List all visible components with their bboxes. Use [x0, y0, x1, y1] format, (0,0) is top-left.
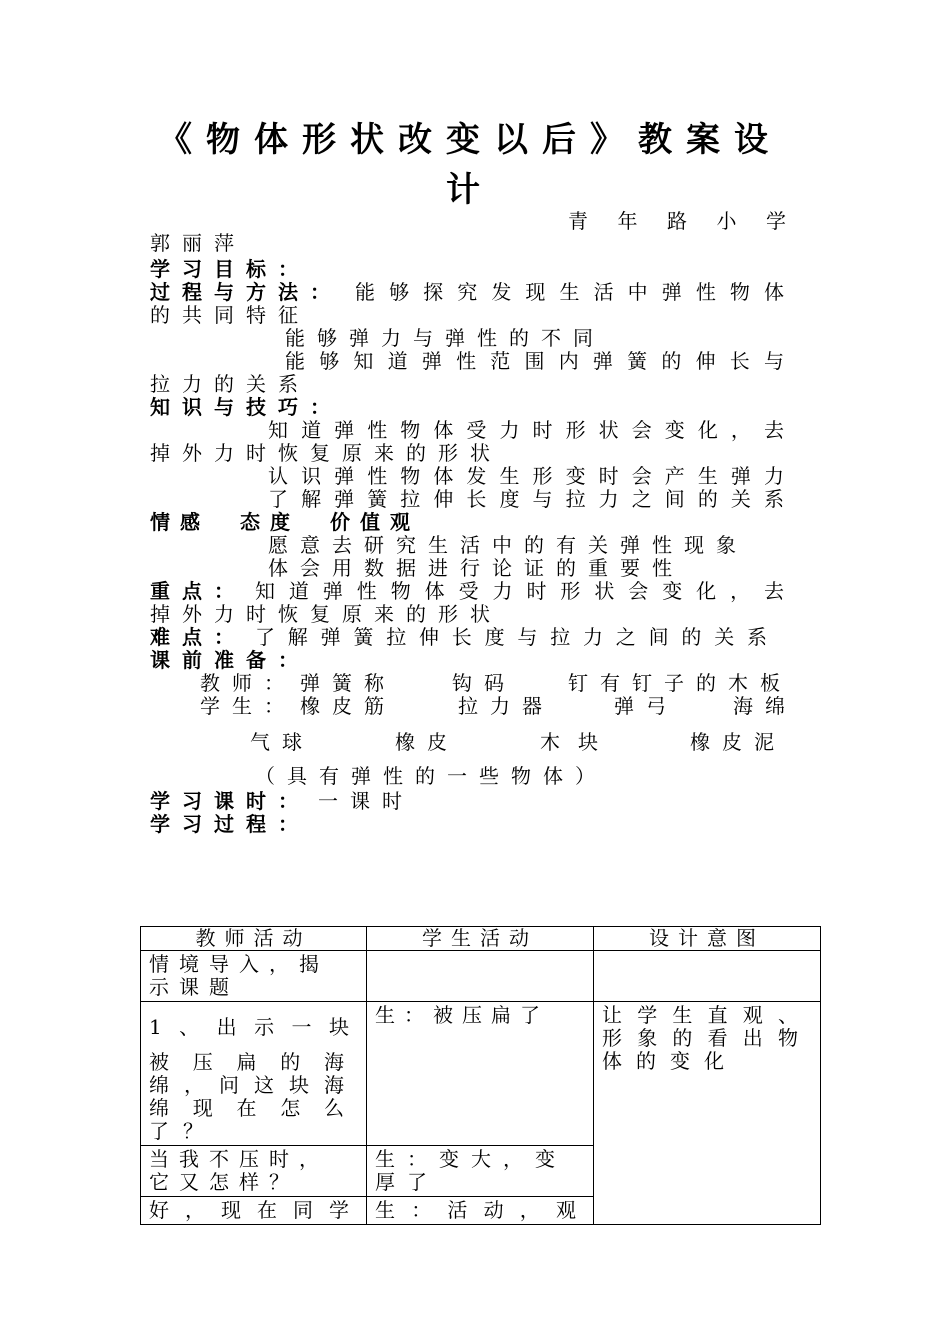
process-method-label: 过程与方法：: [150, 280, 342, 304]
table-row: [141, 1002, 821, 1146]
class-time-label: 学习课时：: [150, 789, 310, 813]
cell-teacher-line: 1、出示一块: [149, 1015, 358, 1039]
cell-teacher: 好，现在同学: [141, 1197, 367, 1225]
cell-intent: 让学生直观、形象的看出物体的变化: [594, 1002, 821, 1225]
cell-teacher: 当我不压时，它又怎样？: [141, 1146, 367, 1197]
process-method-text: 能够探究发现生活中弹性物体: [355, 280, 790, 304]
prep-teacher-item: 钩码: [452, 671, 516, 695]
prep-student-label: 学生：: [200, 694, 296, 718]
header-student-activity: 学生活动: [367, 927, 594, 951]
key-point-cont: 掉外力时恢复原来的形状: [150, 602, 502, 626]
process-method-3-cont: 拉力的关系: [150, 372, 310, 396]
prep-teacher-item: 钉有钉子的木板: [568, 671, 792, 695]
process-method-2: 能够弹力与弹性的不同: [285, 326, 605, 350]
knowledge-2: 认识弹性物体发生形变时会产生弹力: [268, 464, 790, 488]
hard-point-text: 了解弹簧拉伸长度与拉力之间的关系: [255, 625, 773, 649]
class-time-value: 一课时: [318, 789, 414, 813]
cell-intent: [594, 951, 821, 1002]
learning-process-label: 学习过程：: [150, 812, 310, 836]
prep-student-item: 海绵: [733, 694, 797, 718]
cell-student: 生：变大，变厚了: [367, 1146, 594, 1197]
prep-heading: 课前准备：: [150, 648, 310, 672]
school-name: 青 年 路 小 学: [568, 209, 790, 233]
knowledge-3: 了解弹簧拉伸长度与拉力之间的关系: [268, 487, 790, 511]
lesson-plan-table: [140, 926, 821, 1225]
prep-teacher-item: 弹簧称: [300, 671, 396, 695]
prep-more-item: 橡皮: [395, 730, 459, 754]
hard-point-label: 难点：: [150, 625, 246, 649]
cell-student: [367, 951, 594, 1002]
key-point-text: 知道弹性物体受力时形状会变化，去: [255, 579, 790, 603]
doc-title-line2: 计: [446, 170, 494, 210]
knowledge-1: 知道弹性物体受力时形状会变化，去: [268, 418, 790, 442]
author-name: 郭丽萍: [150, 231, 246, 255]
table-row: [141, 951, 821, 1002]
prep-note: （具有弹性的一些物体）: [255, 764, 607, 788]
process-method-cont: 的共同特征: [150, 303, 310, 327]
emotion-2: 体会用数据进行论证的重要性: [268, 556, 684, 580]
knowledge-1-cont: 掉外力时恢复原来的形状: [150, 441, 502, 465]
prep-more-item: 木块: [540, 730, 616, 754]
prep-student-item: 拉力器: [458, 694, 554, 718]
objectives-heading: 学习目标：: [150, 257, 310, 281]
prep-teacher-label: 教师：: [200, 671, 296, 695]
knowledge-label: 知识与技巧：: [150, 395, 342, 419]
prep-student-item: 弹弓: [614, 694, 678, 718]
emotion-label: 情感 态度 价值观: [150, 510, 420, 534]
cell-teacher: [141, 1002, 367, 1146]
table-header-row: [141, 927, 821, 951]
cell-teacher-line: 被压扁的海绵，问这块海绵现在怎么了？: [149, 1050, 358, 1143]
emotion-1: 愿意去研究生活中的有关弹性现象: [268, 533, 748, 557]
prep-more-item: 橡皮泥: [690, 730, 786, 754]
prep-student-item: 橡皮筋: [300, 694, 396, 718]
key-point-label: 重点：: [150, 579, 246, 603]
cell-student: 生：活动，观: [367, 1197, 594, 1225]
cell-student: 生：被压扁了: [367, 1002, 594, 1146]
process-method-3: 能够知道弹性范围内弹簧的伸长与: [285, 349, 790, 373]
doc-title-line1: 《物体形状改变以后》教案设: [158, 120, 782, 160]
header-teacher-activity: 教师活动: [141, 927, 367, 951]
prep-more-item: 气球: [250, 730, 314, 754]
cell-teacher: 情境导入，揭示课题: [141, 951, 367, 1002]
header-design-intent: 设计意图: [594, 927, 821, 951]
